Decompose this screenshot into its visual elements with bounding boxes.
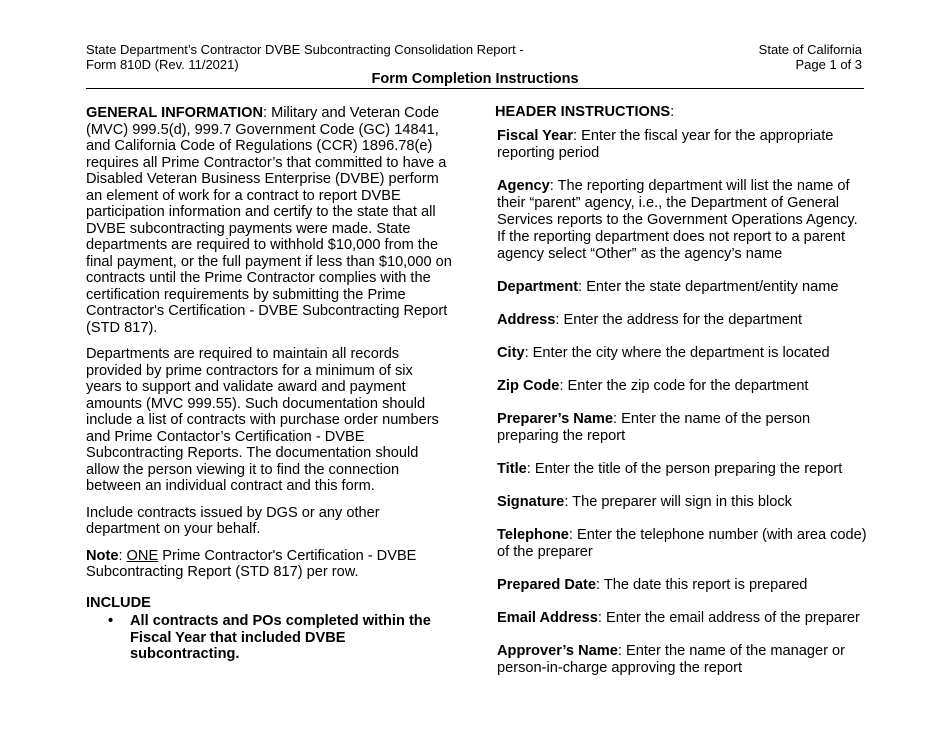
instruction-text: : Enter the telephone number (with area code) of the preparer	[497, 527, 867, 560]
note-colon: :	[118, 547, 127, 564]
left-column	[86, 105, 452, 663]
instruction-department	[497, 279, 869, 296]
document-header-left	[86, 42, 524, 72]
instruction-label: Title	[497, 461, 527, 477]
note-emphasis: ONE	[126, 547, 159, 564]
instruction-label: Zip Code	[497, 378, 560, 394]
include-item-text: All contracts and POs completed within the Fiscal Year that included DVBE subcontracting.	[130, 613, 431, 662]
include-contracts-paragraph: Include contracts issued by DGS or any other department on your behalf.	[86, 504, 380, 537]
general-information-paragraph	[86, 105, 452, 336]
instruction-label: Email Address	[497, 610, 598, 626]
page-number: Page 1 of 3	[795, 57, 862, 72]
instruction-text: : The preparer will sign in this block	[564, 494, 792, 510]
instruction-prepared-date	[497, 577, 869, 594]
instruction-label: Agency	[497, 178, 550, 194]
form-number-line: Form 810D (Rev. 11/2021)	[86, 57, 239, 72]
page-title: Form Completion Instructions	[371, 71, 579, 87]
instruction-fiscal-year	[497, 128, 869, 162]
instruction-label: Prepared Date	[497, 577, 596, 593]
instruction-text: : Enter the name of the person preparing the report	[497, 411, 811, 444]
instruction-label: Address	[497, 312, 556, 328]
general-information-text: : Military and Veteran Code (MVC) 999.5(d), 999.7 Government Code (GC) 14841, and California Code of Regulations (CCR) 1896.78(e) requires all Prime Contractor’s that committed to have a Disabled Veteran Business Enterprise (DVBE) perform an element of work for a contract to report DVBE participation information and certify to the state that all DVBE subcontracting payments were made. State departments are required to withhold $10,000 from the final payment, or the full payment if less than $10,000 on contracts until the Prime Contractor complies with the certification requirements by submitting the Prime Contractor's Certification - DVBE Subcontracting Report (STD 817).	[86, 105, 452, 336]
instruction-label: Telephone	[497, 527, 569, 543]
instruction-text: : Enter the city where the department is located	[524, 345, 830, 361]
instruction-label: City	[497, 345, 525, 361]
instruction-agency	[497, 178, 869, 263]
instruction-label: Signature	[497, 494, 565, 510]
general-information-label: GENERAL INFORMATION	[86, 105, 264, 121]
state-label: State of California	[758, 42, 862, 57]
header-divider	[86, 88, 864, 89]
list-item	[108, 613, 452, 663]
header-instructions-heading	[495, 104, 869, 121]
instruction-text: : Enter the zip code for the department	[559, 378, 809, 394]
instruction-address	[497, 312, 869, 329]
header-instructions-label: HEADER INSTRUCTIONS	[495, 104, 671, 120]
note-text: Prime Contractor's Certification - DVBE Subcontracting Report (STD 817) per row.	[86, 547, 417, 580]
note-label: Note	[86, 547, 119, 564]
records-paragraph: Departments are required to maintain all records provided by prime contractors for a minimum of six years to support and validate award and payment amounts (MVC 999.55). Such documentation should include a list of contracts with purchase order numbers and Prime Contactor’s Certification - DVBE Subcontracting Reports. The documentation should allow the person viewing it to find the connection between an individual contract and this form.	[86, 346, 439, 494]
instruction-city	[497, 345, 869, 362]
instruction-text: : The date this report is prepared	[595, 577, 808, 593]
instruction-label: Fiscal Year	[497, 128, 574, 144]
include-list	[86, 613, 452, 663]
instruction-text: : Enter the state department/entity name	[578, 279, 839, 295]
bullet-icon: •	[108, 613, 114, 629]
instruction-text: : Enter the address for the department	[555, 312, 803, 328]
instruction-text: : Enter the name of the manager or person-in-charge approving the report	[497, 643, 846, 676]
right-column	[497, 104, 869, 693]
instruction-signature	[497, 494, 869, 511]
instruction-text: : Enter the email address of the preparer	[597, 610, 860, 626]
instruction-email-address	[497, 610, 869, 627]
instruction-zip-code	[497, 378, 869, 395]
instruction-text: : Enter the title of the person preparing the report	[526, 461, 843, 477]
instruction-telephone	[497, 527, 869, 561]
include-heading: INCLUDE	[86, 594, 151, 611]
instruction-approvers-name	[497, 643, 869, 677]
instruction-label: Approver’s Name	[497, 643, 618, 659]
note-paragraph	[86, 548, 452, 581]
document-header-right	[759, 42, 862, 72]
instruction-preparers-name	[497, 411, 869, 445]
form-title-line: State Department’s Contractor DVBE Subcontracting Consolidation Report -	[86, 42, 524, 57]
instruction-text: : The reporting department will list the name of their “parent” agency, i.e., the Department of General Services reports to the Government Operations Agency. If the reporting department does not report to a parent agency select “Other” as the agency’s name	[497, 178, 858, 262]
instruction-label: Preparer’s Name	[497, 411, 614, 427]
instruction-text: : Enter the fiscal year for the appropriate reporting period	[497, 128, 834, 161]
heading-colon: :	[670, 104, 675, 120]
instruction-title	[497, 461, 869, 478]
instruction-label: Department	[497, 279, 579, 295]
